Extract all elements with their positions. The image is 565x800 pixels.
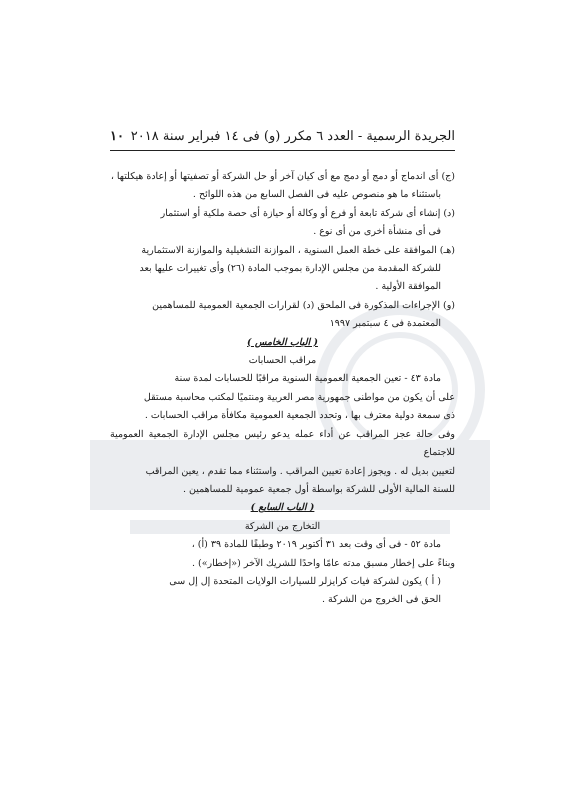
- clause-a: ( أ ) يكون لشركة فيات كرايزلر للسيارات الولايات المتحدة إل إل سى: [169, 575, 441, 587]
- article-52: مادة ٥٢ - فى أى وقت بعد ٣١ أكتوبر ٢٠١٩ وطبقًا للمادة ٣٩ (أ) ،: [191, 539, 441, 551]
- clause-c-cont: باستثناء ما هو منصوص عليه فى الفصل السابع من هذه اللوائح .: [192, 189, 441, 201]
- clause-d-cont: فى أى منشأة أخرى من أى نوع .: [313, 226, 441, 238]
- document-body: [110, 168, 455, 610]
- article-52-cont: وبناءً على إخطار مسبق مدته عامًا واحدًا للشريك الآخر («إخطار») .: [191, 557, 455, 569]
- page-header: [110, 128, 455, 151]
- section-subheading-exit: التخارج من الشركة: [244, 520, 321, 532]
- article-43-cont-2: ذى سمعة دولية معترف بها ، وتحدد الجمعية العمومية مكافأة مراقب الحسابات .: [144, 410, 455, 422]
- section-heading-5: ( الباب الخامس ): [247, 336, 318, 348]
- clause-e-cont-2: الموافقة الأولية .: [375, 281, 441, 293]
- clause-c: (ج) أى اندماج أو دمج أو دمج مع أى كيان آخر أو حل الشركة أو تصفيتها أو إعادة هيكلتها ،: [110, 171, 455, 182]
- header-title: الجريدة الرسمية - العدد ٦ مكرر (و) فى ١٤ فبراير سنة ٢٠١٨: [130, 129, 455, 144]
- section-heading-7: ( الباب السابع ): [250, 502, 315, 514]
- article-43-cont-4: لتعيين بديل له . ويجوز إعادة تعيين المراقب . واستثناء مما تقدم ، يعين المراقب: [145, 465, 455, 477]
- article-43-cont-5: للسنة المالية الأولى للشركة بواسطة أول جمعية عمومية للمساهمين .: [183, 483, 455, 495]
- page-number: ١٠: [110, 129, 124, 144]
- clause-d: (د) إنشاء أى شركة تابعة أو فرع أو وكالة أو حيازة أى حصة ملكية أو استثمار: [160, 207, 455, 219]
- clause-e: (هـ) الموافقة على خطة العمل السنوية ، الموازنة التشغيلية والموازنة الاستثمارية: [141, 244, 455, 256]
- section-subheading-auditor: مراقب الحسابات: [248, 355, 317, 367]
- clause-f-cont: المعتمدة فى ٤ سبتمبر ١٩٩٧: [329, 318, 441, 330]
- clause-f: (و) الإجراءات المذكورة فى الملحق (د) لقرارات الجمعية العمومية للمساهمين: [152, 299, 455, 311]
- clause-e-cont-1: للشركة المقدمة من مجلس الإدارة بموجب المادة (٢٦) وأى تغييرات عليها بعد: [139, 263, 441, 275]
- clause-a-cont: الحق فى الخروج من الشركة .: [322, 594, 441, 606]
- article-43-cont-3: وفى حالة عجز المراقب عن أداء عمله يدعو رئيس مجلس الإدارة الجمعية العمومية للاجتماع: [110, 428, 455, 459]
- article-43: مادة ٤٣ - تعين الجمعية العمومية السنوية مراقبًا للحسابات لمدة سنة: [174, 373, 441, 385]
- article-43-cont-1: على أن يكون من مواطنى جمهورية مصر العربية ومنتميًا لمكتب محاسبة مستقل: [143, 391, 455, 403]
